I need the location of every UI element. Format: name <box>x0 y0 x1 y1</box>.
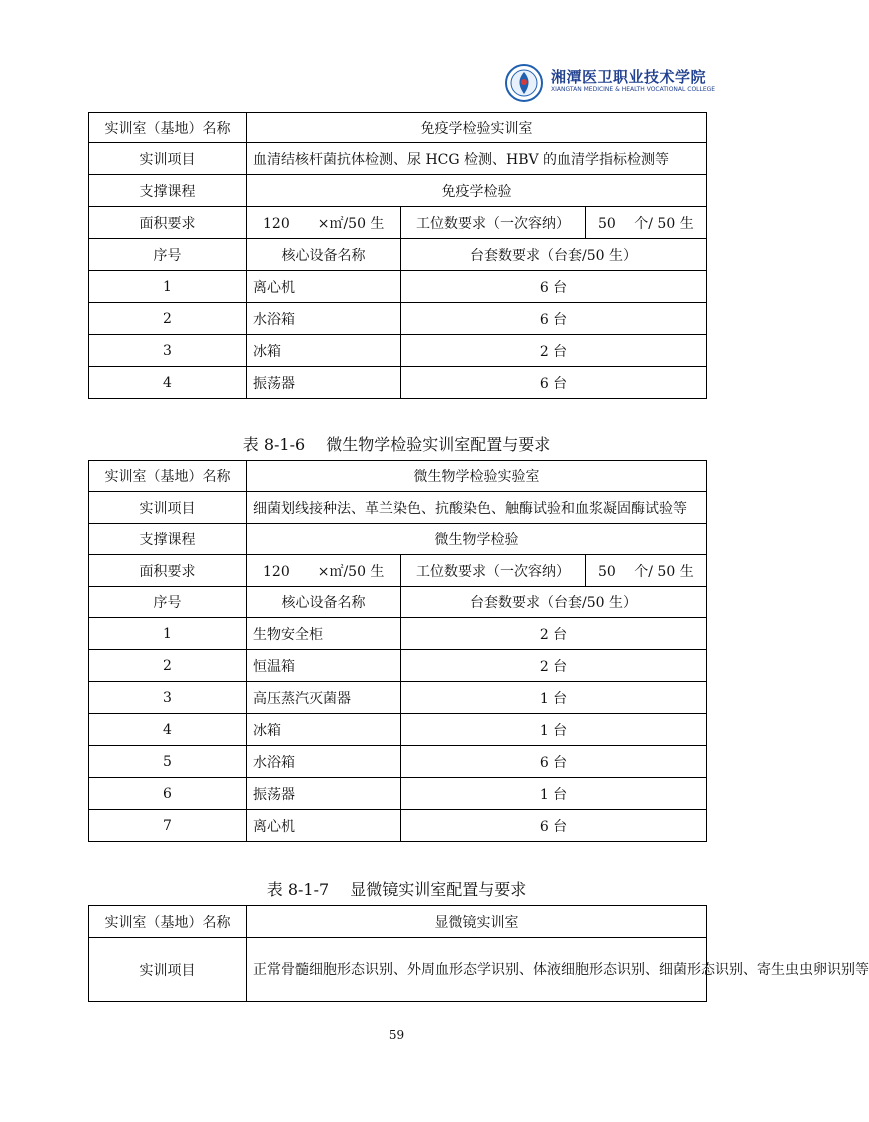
area-value: 120 ×㎡/50 生 <box>247 207 401 239</box>
table-row <box>89 778 707 810</box>
table-microbiology-lab <box>88 460 707 842</box>
table-row <box>89 303 707 335</box>
row-seq: 6 <box>89 778 247 810</box>
table-row <box>89 906 707 938</box>
table-row <box>89 714 707 746</box>
station-value: 50 个/ 50 生 <box>586 555 707 587</box>
table-row <box>89 271 707 303</box>
school-name-en: XIANGTAN MEDICINE & HEALTH VOCATIONAL COLLEGE <box>551 86 716 93</box>
col-seq: 序号 <box>89 239 247 271</box>
table-row <box>89 682 707 714</box>
project-label: 实训项目 <box>89 143 247 175</box>
row-qty: 1 台 <box>401 714 707 746</box>
project-label: 实训项目 <box>89 492 247 524</box>
row-seq: 3 <box>89 682 247 714</box>
row-seq: 1 <box>89 271 247 303</box>
station-label: 工位数要求（一次容纳） <box>401 555 586 587</box>
row-qty: 1 台 <box>401 682 707 714</box>
row-equip: 水浴箱 <box>247 746 401 778</box>
row-equip: 离心机 <box>247 810 401 842</box>
area-label: 面积要求 <box>89 207 247 239</box>
name-label: 实训室（基地）名称 <box>89 461 247 492</box>
table-row <box>89 113 707 143</box>
school-emblem-icon <box>505 64 543 102</box>
row-seq: 4 <box>89 367 247 399</box>
course-label: 支撑课程 <box>89 524 247 555</box>
table-caption: 表 8-1-7 显微镜实训室配置与要求 <box>266 880 527 899</box>
table-row <box>89 555 707 587</box>
row-equip: 冰箱 <box>247 714 401 746</box>
project-label: 实训项目 <box>89 938 247 1002</box>
name-label: 实训室（基地）名称 <box>89 113 247 143</box>
table-row <box>89 938 707 1002</box>
row-equip: 高压蒸汽灭菌器 <box>247 682 401 714</box>
school-logo <box>505 60 716 106</box>
page-number: 59 <box>388 1028 405 1042</box>
row-seq: 3 <box>89 335 247 367</box>
row-qty: 2 台 <box>401 335 707 367</box>
row-equip: 冰箱 <box>247 335 401 367</box>
row-equip: 生物安全柜 <box>247 618 401 650</box>
table-row <box>89 746 707 778</box>
table-row <box>89 650 707 682</box>
table-row <box>89 175 707 207</box>
col-equip: 核心设备名称 <box>247 239 401 271</box>
row-seq: 5 <box>89 746 247 778</box>
row-equip: 离心机 <box>247 271 401 303</box>
table-immunology-lab <box>88 112 707 399</box>
row-seq: 2 <box>89 303 247 335</box>
table-row <box>89 524 707 555</box>
row-qty: 6 台 <box>401 367 707 399</box>
row-equip: 恒温箱 <box>247 650 401 682</box>
row-qty: 6 台 <box>401 271 707 303</box>
project-value: 正常骨髓细胞形态识别、外周血形态学识别、体液细胞形态识别、细菌形态识别、寄生虫虫卵识别等 <box>247 938 707 1002</box>
course-label: 支撑课程 <box>89 175 247 207</box>
row-equip: 振荡器 <box>247 778 401 810</box>
row-seq: 2 <box>89 650 247 682</box>
table-caption: 表 8-1-6 微生物学检验实训室配置与要求 <box>242 435 551 454</box>
name-value: 免疫学检验实训室 <box>247 113 707 143</box>
row-seq: 7 <box>89 810 247 842</box>
row-qty: 6 台 <box>401 303 707 335</box>
table-row <box>89 367 707 399</box>
table-header-row <box>89 587 707 618</box>
table-row <box>89 143 707 175</box>
name-value: 微生物学检验实验室 <box>247 461 707 492</box>
row-seq: 1 <box>89 618 247 650</box>
name-label: 实训室（基地）名称 <box>89 906 247 938</box>
name-value: 显微镜实训室 <box>247 906 707 938</box>
row-qty: 2 台 <box>401 650 707 682</box>
course-value: 微生物学检验 <box>247 524 707 555</box>
table-row <box>89 461 707 492</box>
page-header <box>88 60 716 106</box>
row-qty: 6 台 <box>401 746 707 778</box>
table-header-row <box>89 239 707 271</box>
project-value: 血清结核杆菌抗体检测、尿 HCG 检测、HBV 的血清学指标检测等 <box>247 143 707 175</box>
col-equip: 核心设备名称 <box>247 587 401 618</box>
row-equip: 振荡器 <box>247 367 401 399</box>
table-row <box>89 492 707 524</box>
area-value: 120 ×㎡/50 生 <box>247 555 401 587</box>
school-name-cn: 湘潭医卫职业技术学院 <box>551 68 707 86</box>
row-qty: 1 台 <box>401 778 707 810</box>
col-qty: 台套数要求（台套/50 生） <box>401 239 707 271</box>
station-label: 工位数要求（一次容纳） <box>401 207 586 239</box>
col-seq: 序号 <box>89 587 247 618</box>
station-value: 50 个/ 50 生 <box>586 207 707 239</box>
table-row <box>89 207 707 239</box>
row-qty: 2 台 <box>401 618 707 650</box>
col-qty: 台套数要求（台套/50 生） <box>401 587 707 618</box>
project-value: 细菌划线接种法、革兰染色、抗酸染色、触酶试验和血浆凝固酶试验等 <box>247 492 707 524</box>
table-row <box>89 335 707 367</box>
table-row <box>89 810 707 842</box>
table-row <box>89 618 707 650</box>
course-value: 免疫学检验 <box>247 175 707 207</box>
table-microscope-lab <box>88 905 869 1002</box>
row-equip: 水浴箱 <box>247 303 401 335</box>
row-qty: 6 台 <box>401 810 707 842</box>
area-label: 面积要求 <box>89 555 247 587</box>
row-seq: 4 <box>89 714 247 746</box>
